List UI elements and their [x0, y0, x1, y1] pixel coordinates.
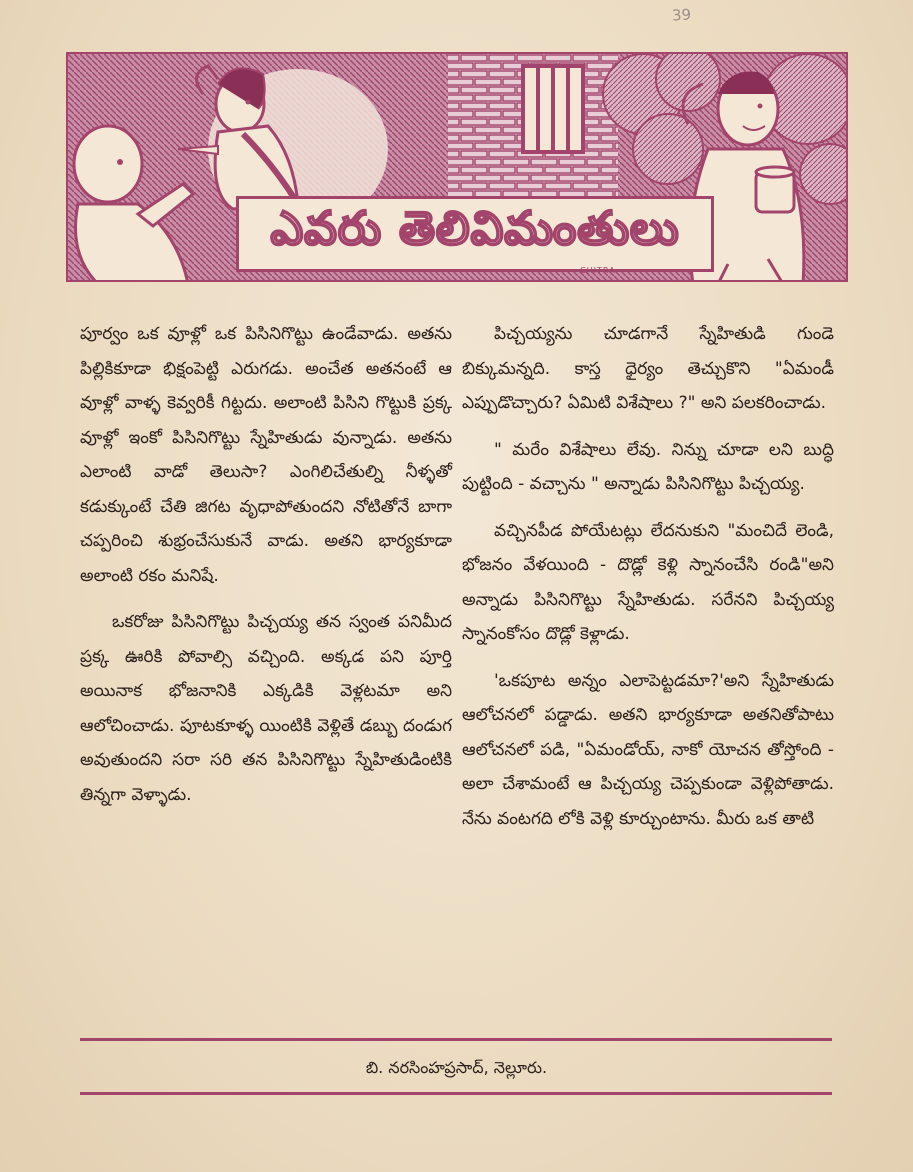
- author-credit: బి. నరసింహప్రసాద్, నెల్లూరు.: [365, 1058, 548, 1077]
- article-right-column: [462, 317, 834, 836]
- footer-rule-top: [80, 1038, 832, 1041]
- illustrator-signature: CHITRA: [580, 266, 616, 275]
- article-left-column: [80, 317, 452, 812]
- paragraph: పూర్వం ఒక వూళ్లో ఒక పిసినిగొట్టు ఉండేవాడు. అతను పిల్లికికూడా భిక్షంపెట్టి ఎరుగడు. అంచేత అతనంటే ఆ వూళ్లో వాళ్ళ కెవ్వరికీ గిట్టదు. అలాంటి పిసిని గొట్టుకి ప్రక్క వూళ్లో ఇంకో పిసినిగొట్టు స్నేహితుడు వున్నాడు. అతను ఎలాంటి వాడో తెలుసా? ఎంగిలిచేతుల్ని నీళ్ళతో కడుక్కుంటే చేతి జిగట వృధాపోతుందని నోటితోనే బాగా చప్పరించి శుభ్రంచేసుకునే వాడు. అతని భార్యకూడా అలాంటి రకం మనిషే.: [80, 324, 452, 586]
- title-box: [236, 196, 714, 272]
- brick-wall-window-icon: [448, 54, 618, 219]
- page-number: 39: [671, 5, 692, 25]
- paragraph: 'ఒకపూట అన్నం ఎలాపెట్టడమా?'అని స్నేహితుడు ఆలోచనలో పడ్డాడు. అతని భార్యకూడా అతనితోపాటు ఆలోచనలో పడి, "ఏమండోయ్, నాకో యోచన తోస్తోంది - అలా చేశామంటే ఆ పిచ్చయ్య చెప్పకుండా వెళ్లిపోతాడు. నేను వంటగది లోకి వెళ్లి కూర్చుంటాను. మీరు ఒక తాటి: [462, 670, 834, 829]
- paragraph: పిచ్చయ్యను చూడగానే స్నేహితుడి గుండె బిక్కుమన్నది. కాస్త ధైర్యం తెచ్చుకొని "ఏమండీ ఎప్పుడొచ్చారు? ఏమిటి విశేషాలు ?" అని పలకరించాడు.: [462, 324, 834, 413]
- header-illustration: [66, 52, 848, 282]
- paragraph: వచ్చినపీడ పోయేటట్లు లేదనుకుని "మంచిదే లెండి, భోజనం వేళయింది - దొడ్లో కెళ్లి స్నానంచేసి రండి"అని అన్నాడు పిసినిగొట్టు స్నేహితుడు. సరేనని పిచ్చయ్య స్నానంకోసం దొడ్లో కెళ్లాడు.: [462, 520, 834, 644]
- footer-rule-bottom: [80, 1092, 832, 1095]
- article-title: ఎవరు తెలివిమంతులు: [270, 201, 680, 255]
- paragraph: ఒకరోజు పిసినిగొట్టు పిచ్చయ్య తన స్వంత పనిమీద ప్రక్క ఊరికి పోవాల్సి వచ్చింది. అక్కడ పని పూర్తి అయినాక భోజనానికి ఎక్కడికి వెళ్లటమా అని ఆలోచించాడు. పూటకూళ్ళ యింటికి వెళ్లితే డబ్బు దండుగ అవుతుందని సరా సరి తన పిసినిగొట్టు స్నేహితుడింటికి తిన్నగా వెళ్ళాడు.: [80, 612, 452, 805]
- paragraph: " మరేం విశేషాలు లేవు. నిన్ను చూడా లని బుద్ధి పుట్టింది - వచ్చాను " అన్నాడు పిసినిగొట్టు పిచ్చయ్య.: [462, 439, 834, 494]
